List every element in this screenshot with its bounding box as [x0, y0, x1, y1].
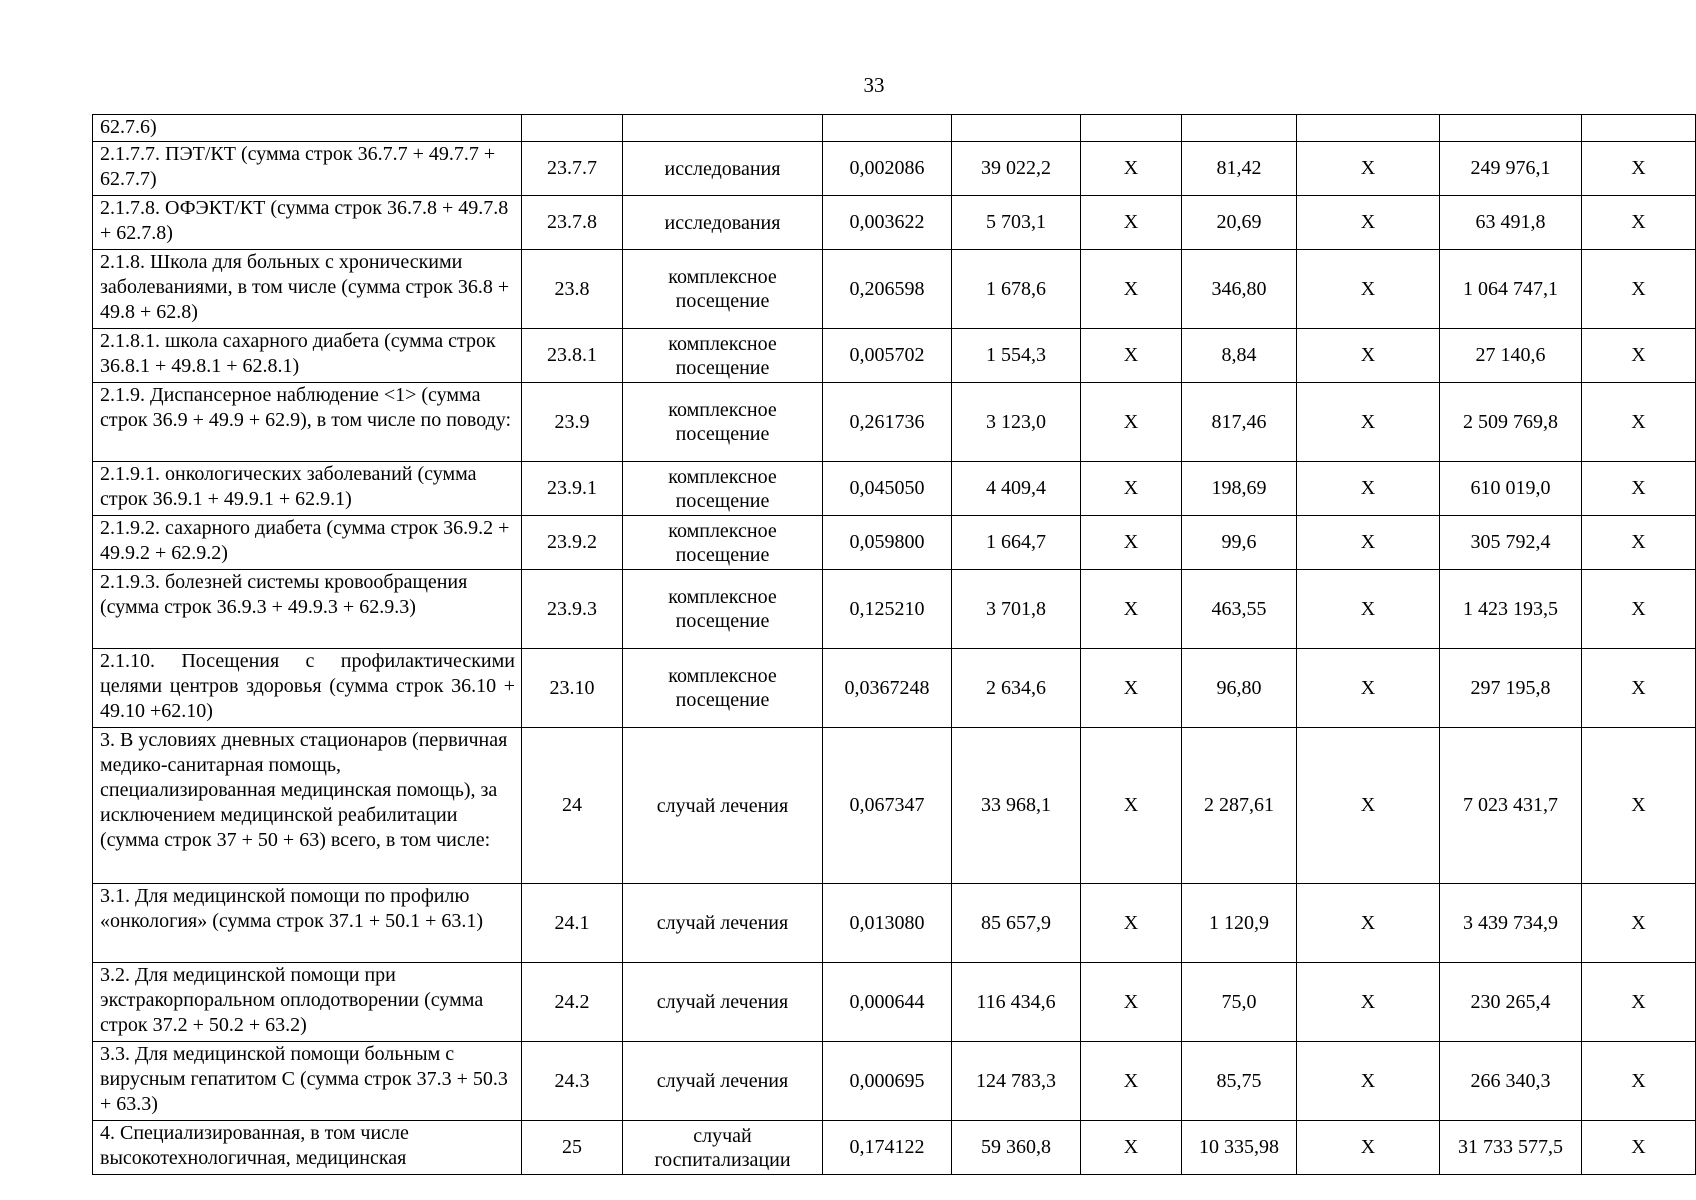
- row-col7-cell: 81,42: [1182, 142, 1297, 196]
- row-col7-cell: 10 335,98: [1182, 1121, 1297, 1175]
- row-col4-cell: 0,000644: [823, 963, 952, 1042]
- table-row: [93, 462, 1696, 516]
- row-col10-cell: X: [1582, 462, 1696, 516]
- row-col8-cell: X: [1297, 1042, 1440, 1121]
- row-col9-cell: 266 340,3: [1440, 1042, 1582, 1121]
- row-col5-cell: 3 123,0: [952, 383, 1081, 462]
- row-col9-cell: 249 976,1: [1440, 142, 1582, 196]
- row-col5-cell: 85 657,9: [952, 884, 1081, 963]
- row-col9-cell: 31 733 577,5: [1440, 1121, 1582, 1175]
- row-col10-cell: [1582, 115, 1696, 142]
- row-col10-cell: X: [1582, 1042, 1696, 1121]
- row-name-cell: 2.1.8. Школа для больных с хроническими заболеваниями, в том числе (сумма строк 36.8 + 49.8 + 62.8): [93, 250, 522, 329]
- row-col4-cell: 0,261736: [823, 383, 952, 462]
- row-col6-cell: X: [1081, 250, 1182, 329]
- table-row: [93, 196, 1696, 250]
- row-col7-cell: 346,80: [1182, 250, 1297, 329]
- row-name-cell: 2.1.9. Диспансерное наблюдение <1> (сумма строк 36.9 + 49.9 + 62.9), в том числе по поводу:: [93, 383, 522, 462]
- row-unit-cell: комплексное посещение: [623, 516, 823, 570]
- row-code-cell: 24.1: [522, 884, 623, 963]
- row-col5-cell: 33 968,1: [952, 728, 1081, 884]
- row-name-cell: 3.3. Для медицинской помощи больным с вирусным гепатитом С (сумма строк 37.3 + 50.3 + 63.3): [93, 1042, 522, 1121]
- row-col9-cell: [1440, 115, 1582, 142]
- row-unit-cell: случай лечения: [623, 728, 823, 884]
- row-col6-cell: X: [1081, 142, 1182, 196]
- row-code-cell: 25: [522, 1121, 623, 1175]
- row-col4-cell: 0,002086: [823, 142, 952, 196]
- row-col4-cell: 0,206598: [823, 250, 952, 329]
- row-col10-cell: X: [1582, 1121, 1696, 1175]
- row-col8-cell: X: [1297, 383, 1440, 462]
- row-col5-cell: 116 434,6: [952, 963, 1081, 1042]
- data-table: [92, 114, 1696, 1175]
- row-col8-cell: X: [1297, 884, 1440, 963]
- row-col6-cell: X: [1081, 1042, 1182, 1121]
- row-code-cell: 23.10: [522, 649, 623, 728]
- row-name-cell: 3.1. Для медицинской помощи по профилю «онкология» (сумма строк 37.1 + 50.1 + 63.1): [93, 884, 522, 963]
- row-code-cell: [522, 115, 623, 142]
- row-col9-cell: 63 491,8: [1440, 196, 1582, 250]
- row-col7-cell: 198,69: [1182, 462, 1297, 516]
- row-col5-cell: 124 783,3: [952, 1042, 1081, 1121]
- row-col5-cell: 59 360,8: [952, 1121, 1081, 1175]
- row-name-cell: 4. Специализированная, в том числе высокотехнологичная, медицинская: [93, 1121, 522, 1175]
- row-col5-cell: 39 022,2: [952, 142, 1081, 196]
- row-col8-cell: X: [1297, 649, 1440, 728]
- row-col8-cell: X: [1297, 196, 1440, 250]
- row-unit-cell: исследования: [623, 196, 823, 250]
- row-code-cell: 23.7.7: [522, 142, 623, 196]
- row-col10-cell: X: [1582, 728, 1696, 884]
- row-col7-cell: 96,80: [1182, 649, 1297, 728]
- row-name-cell: 3.2. Для медицинской помощи при экстракорпоральном оплодотворении (сумма строк 37.2 + 50.2 + 63.2): [93, 963, 522, 1042]
- row-col5-cell: 5 703,1: [952, 196, 1081, 250]
- row-col8-cell: X: [1297, 329, 1440, 383]
- row-col8-cell: X: [1297, 1121, 1440, 1175]
- row-col7-cell: 20,69: [1182, 196, 1297, 250]
- row-code-cell: 23.9.3: [522, 570, 623, 649]
- row-col6-cell: X: [1081, 196, 1182, 250]
- row-col9-cell: 3 439 734,9: [1440, 884, 1582, 963]
- table-row: [93, 884, 1696, 963]
- row-col4-cell: [823, 115, 952, 142]
- row-col9-cell: 27 140,6: [1440, 329, 1582, 383]
- row-code-cell: 23.9.1: [522, 462, 623, 516]
- row-col6-cell: X: [1081, 649, 1182, 728]
- row-code-cell: 23.9.2: [522, 516, 623, 570]
- row-col5-cell: 1 678,6: [952, 250, 1081, 329]
- row-unit-cell: комплексное посещение: [623, 250, 823, 329]
- row-name-cell: 2.1.7.8. ОФЭКТ/КТ (сумма строк 36.7.8 + 49.7.8 + 62.7.8): [93, 196, 522, 250]
- table-row: [93, 142, 1696, 196]
- row-unit-cell: исследования: [623, 142, 823, 196]
- row-unit-cell: случай лечения: [623, 1042, 823, 1121]
- row-col7-cell: 99,6: [1182, 516, 1297, 570]
- row-col9-cell: 7 023 431,7: [1440, 728, 1582, 884]
- table-row: [93, 383, 1696, 462]
- row-name-cell: 3. В условиях дневных стационаров (первичная медико-санитарная помощь, специализированная медицинская помощь), за исключением медицинской реабилитации (сумма строк 37 + 50 + 63) всего, в том числе:: [93, 728, 522, 884]
- row-name-cell: 2.1.9.3. болезней системы кровообращения (сумма строк 36.9.3 + 49.9.3 + 62.9.3): [93, 570, 522, 649]
- row-col8-cell: X: [1297, 570, 1440, 649]
- row-col8-cell: X: [1297, 142, 1440, 196]
- row-col10-cell: X: [1582, 329, 1696, 383]
- row-col10-cell: X: [1582, 516, 1696, 570]
- table-row: [93, 570, 1696, 649]
- table-row: [93, 963, 1696, 1042]
- row-col8-cell: X: [1297, 516, 1440, 570]
- table-row: [93, 329, 1696, 383]
- row-col10-cell: X: [1582, 570, 1696, 649]
- row-col6-cell: X: [1081, 462, 1182, 516]
- row-col5-cell: 1 554,3: [952, 329, 1081, 383]
- row-col10-cell: X: [1582, 142, 1696, 196]
- table-row: [93, 1121, 1696, 1175]
- table-body: [93, 115, 1696, 1175]
- row-col8-cell: X: [1297, 728, 1440, 884]
- row-col7-cell: 8,84: [1182, 329, 1297, 383]
- row-unit-cell: комплексное посещение: [623, 329, 823, 383]
- row-col9-cell: 2 509 769,8: [1440, 383, 1582, 462]
- row-col4-cell: 0,003622: [823, 196, 952, 250]
- row-col7-cell: 817,46: [1182, 383, 1297, 462]
- row-name-cell: 2.1.10. Посещения с профилактическими целями центров здоровья (сумма строк 36.10 + 49.10 +62.10): [93, 649, 522, 728]
- row-col9-cell: 230 265,4: [1440, 963, 1582, 1042]
- row-col6-cell: X: [1081, 728, 1182, 884]
- row-col7-cell: 85,75: [1182, 1042, 1297, 1121]
- row-code-cell: 24: [522, 728, 623, 884]
- row-name-cell: 2.1.9.1. онкологических заболеваний (сумма строк 36.9.1 + 49.9.1 + 62.9.1): [93, 462, 522, 516]
- table-row: [93, 728, 1696, 884]
- row-col10-cell: X: [1582, 884, 1696, 963]
- row-unit-cell: комплексное посещение: [623, 462, 823, 516]
- row-code-cell: 23.8: [522, 250, 623, 329]
- row-col10-cell: X: [1582, 196, 1696, 250]
- row-col4-cell: 0,013080: [823, 884, 952, 963]
- row-col4-cell: 0,0367248: [823, 649, 952, 728]
- page-number: 33: [863, 73, 885, 97]
- row-unit-cell: случай лечения: [623, 963, 823, 1042]
- row-col7-cell: 1 120,9: [1182, 884, 1297, 963]
- row-unit-cell: комплексное посещение: [623, 383, 823, 462]
- row-col8-cell: X: [1297, 963, 1440, 1042]
- row-code-cell: 24.2: [522, 963, 623, 1042]
- row-col6-cell: X: [1081, 963, 1182, 1042]
- row-col4-cell: 0,174122: [823, 1121, 952, 1175]
- row-col8-cell: X: [1297, 462, 1440, 516]
- row-col5-cell: 2 634,6: [952, 649, 1081, 728]
- row-col5-cell: 3 701,8: [952, 570, 1081, 649]
- row-code-cell: 23.7.8: [522, 196, 623, 250]
- row-col7-cell: 75,0: [1182, 963, 1297, 1042]
- row-col6-cell: X: [1081, 383, 1182, 462]
- row-col10-cell: X: [1582, 963, 1696, 1042]
- row-col4-cell: 0,000695: [823, 1042, 952, 1121]
- row-col4-cell: 0,059800: [823, 516, 952, 570]
- row-col4-cell: 0,005702: [823, 329, 952, 383]
- row-unit-cell: комплексное посещение: [623, 649, 823, 728]
- row-col4-cell: 0,067347: [823, 728, 952, 884]
- row-col6-cell: X: [1081, 1121, 1182, 1175]
- row-col6-cell: X: [1081, 329, 1182, 383]
- row-col7-cell: [1182, 115, 1297, 142]
- row-col6-cell: X: [1081, 570, 1182, 649]
- row-col6-cell: X: [1081, 884, 1182, 963]
- row-code-cell: 23.9: [522, 383, 623, 462]
- row-col5-cell: 1 664,7: [952, 516, 1081, 570]
- row-name-cell: 62.7.6): [93, 115, 522, 142]
- row-col9-cell: 1 423 193,5: [1440, 570, 1582, 649]
- row-col4-cell: 0,045050: [823, 462, 952, 516]
- row-code-cell: 23.8.1: [522, 329, 623, 383]
- row-unit-cell: комплексное посещение: [623, 570, 823, 649]
- row-col4-cell: 0,125210: [823, 570, 952, 649]
- table-row: [93, 649, 1696, 728]
- row-code-cell: 24.3: [522, 1042, 623, 1121]
- row-unit-cell: [623, 115, 823, 142]
- row-col9-cell: 305 792,4: [1440, 516, 1582, 570]
- table-row: [93, 250, 1696, 329]
- table-row: [93, 516, 1696, 570]
- row-unit-cell: случай госпитализации: [623, 1121, 823, 1175]
- row-col6-cell: [1081, 115, 1182, 142]
- row-col5-cell: 4 409,4: [952, 462, 1081, 516]
- row-col9-cell: 297 195,8: [1440, 649, 1582, 728]
- row-col5-cell: [952, 115, 1081, 142]
- row-name-cell: 2.1.9.2. сахарного диабета (сумма строк 36.9.2 + 49.9.2 + 62.9.2): [93, 516, 522, 570]
- row-col7-cell: 2 287,61: [1182, 728, 1297, 884]
- row-name-cell: 2.1.8.1. школа сахарного диабета (сумма строк 36.8.1 + 49.8.1 + 62.8.1): [93, 329, 522, 383]
- row-col10-cell: X: [1582, 649, 1696, 728]
- table-row: [93, 115, 1696, 142]
- row-col9-cell: 610 019,0: [1440, 462, 1582, 516]
- row-col10-cell: X: [1582, 383, 1696, 462]
- row-col7-cell: 463,55: [1182, 570, 1297, 649]
- row-name-cell: 2.1.7.7. ПЭТ/КТ (сумма строк 36.7.7 + 49.7.7 + 62.7.7): [93, 142, 522, 196]
- row-col8-cell: X: [1297, 250, 1440, 329]
- row-col8-cell: [1297, 115, 1440, 142]
- row-col10-cell: X: [1582, 250, 1696, 329]
- row-col9-cell: 1 064 747,1: [1440, 250, 1582, 329]
- row-col6-cell: X: [1081, 516, 1182, 570]
- table-row: [93, 1042, 1696, 1121]
- row-unit-cell: случай лечения: [623, 884, 823, 963]
